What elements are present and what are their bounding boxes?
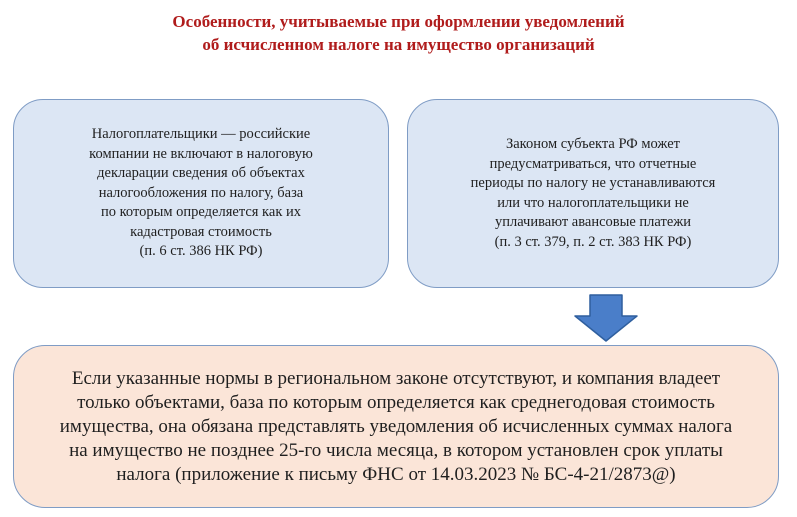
conclusion-line: Если указанные нормы в региональном законе отсутствуют, и компания владеет [71,367,721,389]
conclusion-line: только объектами, база по которым определяется как среднегодовая стоимость [77,391,715,413]
right-box-line: уплачивают авансовые платежи [494,214,692,230]
conclusion-box-text [60,367,732,487]
left-box-line: налогообложения по налогу, база [98,184,304,201]
right-box-text [471,135,716,252]
conclusion-box [13,345,779,508]
left-box [13,99,389,288]
right-box-line: периоды по налогу не устанавливаются [470,175,716,191]
left-box-line: декларации сведения об объектах [97,165,305,182]
conclusion-line: на имущество не позднее 25-го числа месяца, в котором установлен срок уплаты [69,439,723,461]
left-box-text [89,125,313,262]
right-box [407,99,779,288]
conclusion-line: имущества, она обязана представлять уведомления об исчисленных суммах налога [59,415,733,437]
title-line-2: об исчисленном налоге на имущество организаций [202,35,595,54]
left-box-line: (п. 6 ст. 386 НК РФ) [139,243,263,260]
left-box-line: кадастровая стоимость [130,223,272,240]
left-box-line: Налогоплательщики — российские [91,126,311,143]
diagram-title [0,10,797,56]
right-box-line: или что налогоплательщики не [497,194,689,211]
arrow-down-icon [574,294,638,342]
left-box-line: по которым определяется как их [100,204,302,221]
title-line-1: Особенности, учитываемые при оформлении уведомлений [172,12,625,31]
right-box-line: Законом субъекта РФ может [505,136,681,152]
right-box-line: (п. 3 ст. 379, п. 2 ст. 383 НК РФ) [494,233,692,250]
right-box-line: предусматриваться, что отчетные [489,155,697,172]
left-box-line: компании не включают в налоговую [89,145,313,162]
conclusion-line: налога (приложение к письму ФНС от 14.03.2023 № БС-4-21/2873@) [116,463,676,485]
